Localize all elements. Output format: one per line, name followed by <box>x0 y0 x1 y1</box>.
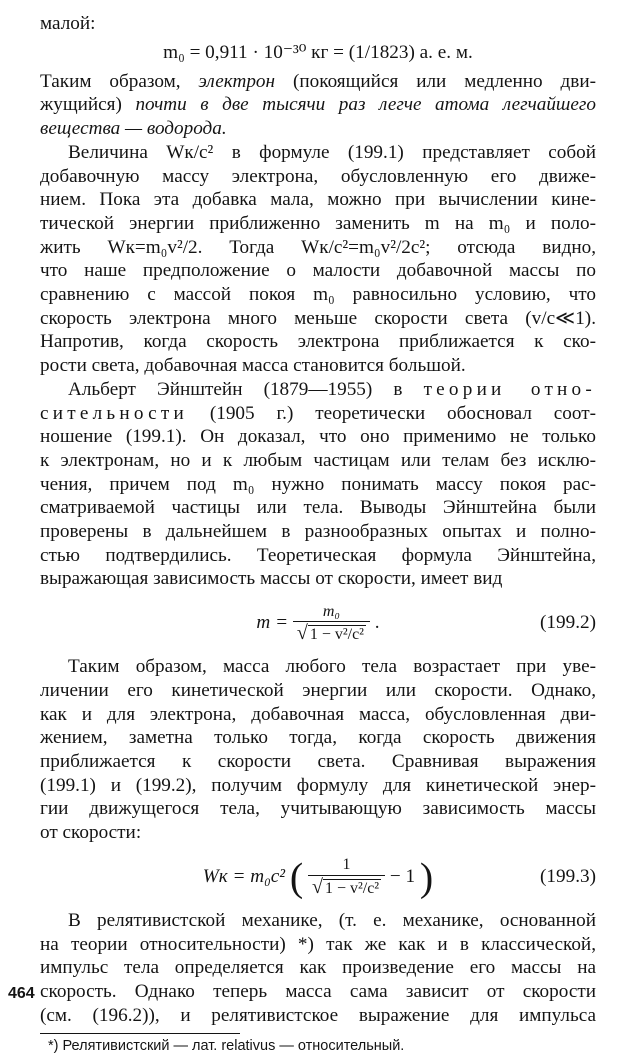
text-line: стью подтвердились. Теоретическая формула Эйнштейна, <box>40 544 596 566</box>
text-line: как и для электрона, добавочная масса, обусловленная дви- <box>40 703 596 725</box>
text-line: к электронам, но и к любым частицам или телам без исклю- <box>40 449 596 471</box>
text-line: Напротив, когда скорость электрона приближается к ско- <box>40 331 596 353</box>
text-line: сравнению с массой покоя m₀ равносильно условию, что <box>40 284 596 306</box>
text-line: Величина Wк/c² в формуле (199.1) представляет собой <box>68 141 596 163</box>
text-line: малой: <box>40 13 96 34</box>
page-number: 464 <box>8 985 35 1002</box>
text-line: Таким образом, масса любого тела возрастает при уве- <box>68 656 596 678</box>
paragraph-momentum <box>40 909 596 1028</box>
text-line: от скорости: <box>40 822 142 844</box>
equation-number: (199.2) <box>540 612 596 634</box>
text-line: добавочную массу электрона, обусловленную его движе- <box>40 165 596 187</box>
paragraph-mass-growth <box>40 655 596 845</box>
equation-number: (199.3) <box>540 865 596 887</box>
fraction: $\frac{1}{\text{√ 1 − v²/c²}}$ <box>308 856 385 898</box>
text-line: импульс тела определяется как произведение его массы на <box>40 957 596 979</box>
text-line: личении его кинетической энергии или скорости. Однако, <box>40 679 596 701</box>
footnote-divider <box>40 1033 240 1034</box>
text-line: сительности (1905 г.) теоретически обосновал соот- <box>40 402 596 424</box>
paragraph-added-mass <box>40 141 596 378</box>
text-line: Таким образом, электрон (покоящийся или медленно дви- <box>40 70 596 92</box>
text-line: гии движущегося тела, учитывающую зависимость массы <box>40 798 596 820</box>
text-line: жением, заметна только тогда, когда скорость движения <box>40 727 596 749</box>
text-line: приближается к скорости света. Сравнивая выражения <box>40 750 596 772</box>
text-line: скорость. Однако теперь масса сама зависит от скорости <box>40 980 596 1002</box>
text-line: рости света, добавочная масса становится большой. <box>40 355 466 377</box>
formula-199-3: Wк = m₀c² ( $\frac{1}{\text{√ 1 − v²/c²}}$ − 1 ) (199.3) <box>40 845 596 909</box>
text-line: выражающая зависимость массы от скорости, имеет вид <box>40 568 503 590</box>
text-line: скорость электрона много меньше скорости света (v/c≪1). <box>40 307 596 329</box>
text-line: Альберт Эйнштейн (1879—1955) в теории отно- <box>68 378 596 400</box>
formula-electron-mass: m₀ = 0,911 · 10⁻³⁰ кг = (1/1823) а. е. м. <box>163 41 473 63</box>
formula-199-2: m = $\frac{\text{m₀}}{\text{√ 1 − v²/c²}}$ . (199.2) <box>40 591 596 655</box>
text-line: (см. (196.2)), и релятивистское выражение для импульса <box>40 1004 596 1026</box>
text-line: нием. Пока эта добавка мала, можно при вычислении кине- <box>40 189 596 211</box>
text-line: проверены в дальнейшем в разнообразных опытах и полно- <box>40 521 596 543</box>
paragraph-electron <box>40 70 596 141</box>
text-line: тической энергии приближенно заменить m на m₀ и поло- <box>40 212 596 234</box>
text-line: жущийся) почти в две тысячи раз легче атома легчайшего <box>40 94 596 116</box>
fraction: $\frac{\text{m₀}}{\text{√ 1 − v²/c²}}$ <box>293 603 370 645</box>
text-line: (199.1) и (199.2), получим формулу для кинетической энер- <box>40 774 596 796</box>
text-line: на теории относительности) *) так же как и в классической, <box>40 933 596 955</box>
footnote: *) Релятивистский — лат. relativus — относительный. <box>48 1038 405 1055</box>
text-line: В релятивистской механике, (т. е. механике, основанной <box>68 909 596 931</box>
text-line: вещества — водорода. <box>40 118 227 140</box>
text-line: чения, причем под m₀ нужно понимать массу покоя рас- <box>40 473 596 495</box>
text-line: жить Wк=m₀v²/2. Тогда Wк/c²=m₀v²/2c²; отсюда видно, <box>40 236 596 258</box>
text-line: что наше предположение о малости добавочной массы по <box>40 260 596 282</box>
text-line: сматриваемой частицы или тела. Выводы Эйнштейна были <box>40 497 596 519</box>
text-line: ношение (199.1). Он доказал, что оно применимо не только <box>40 426 596 448</box>
paragraph-einstein <box>40 378 596 591</box>
